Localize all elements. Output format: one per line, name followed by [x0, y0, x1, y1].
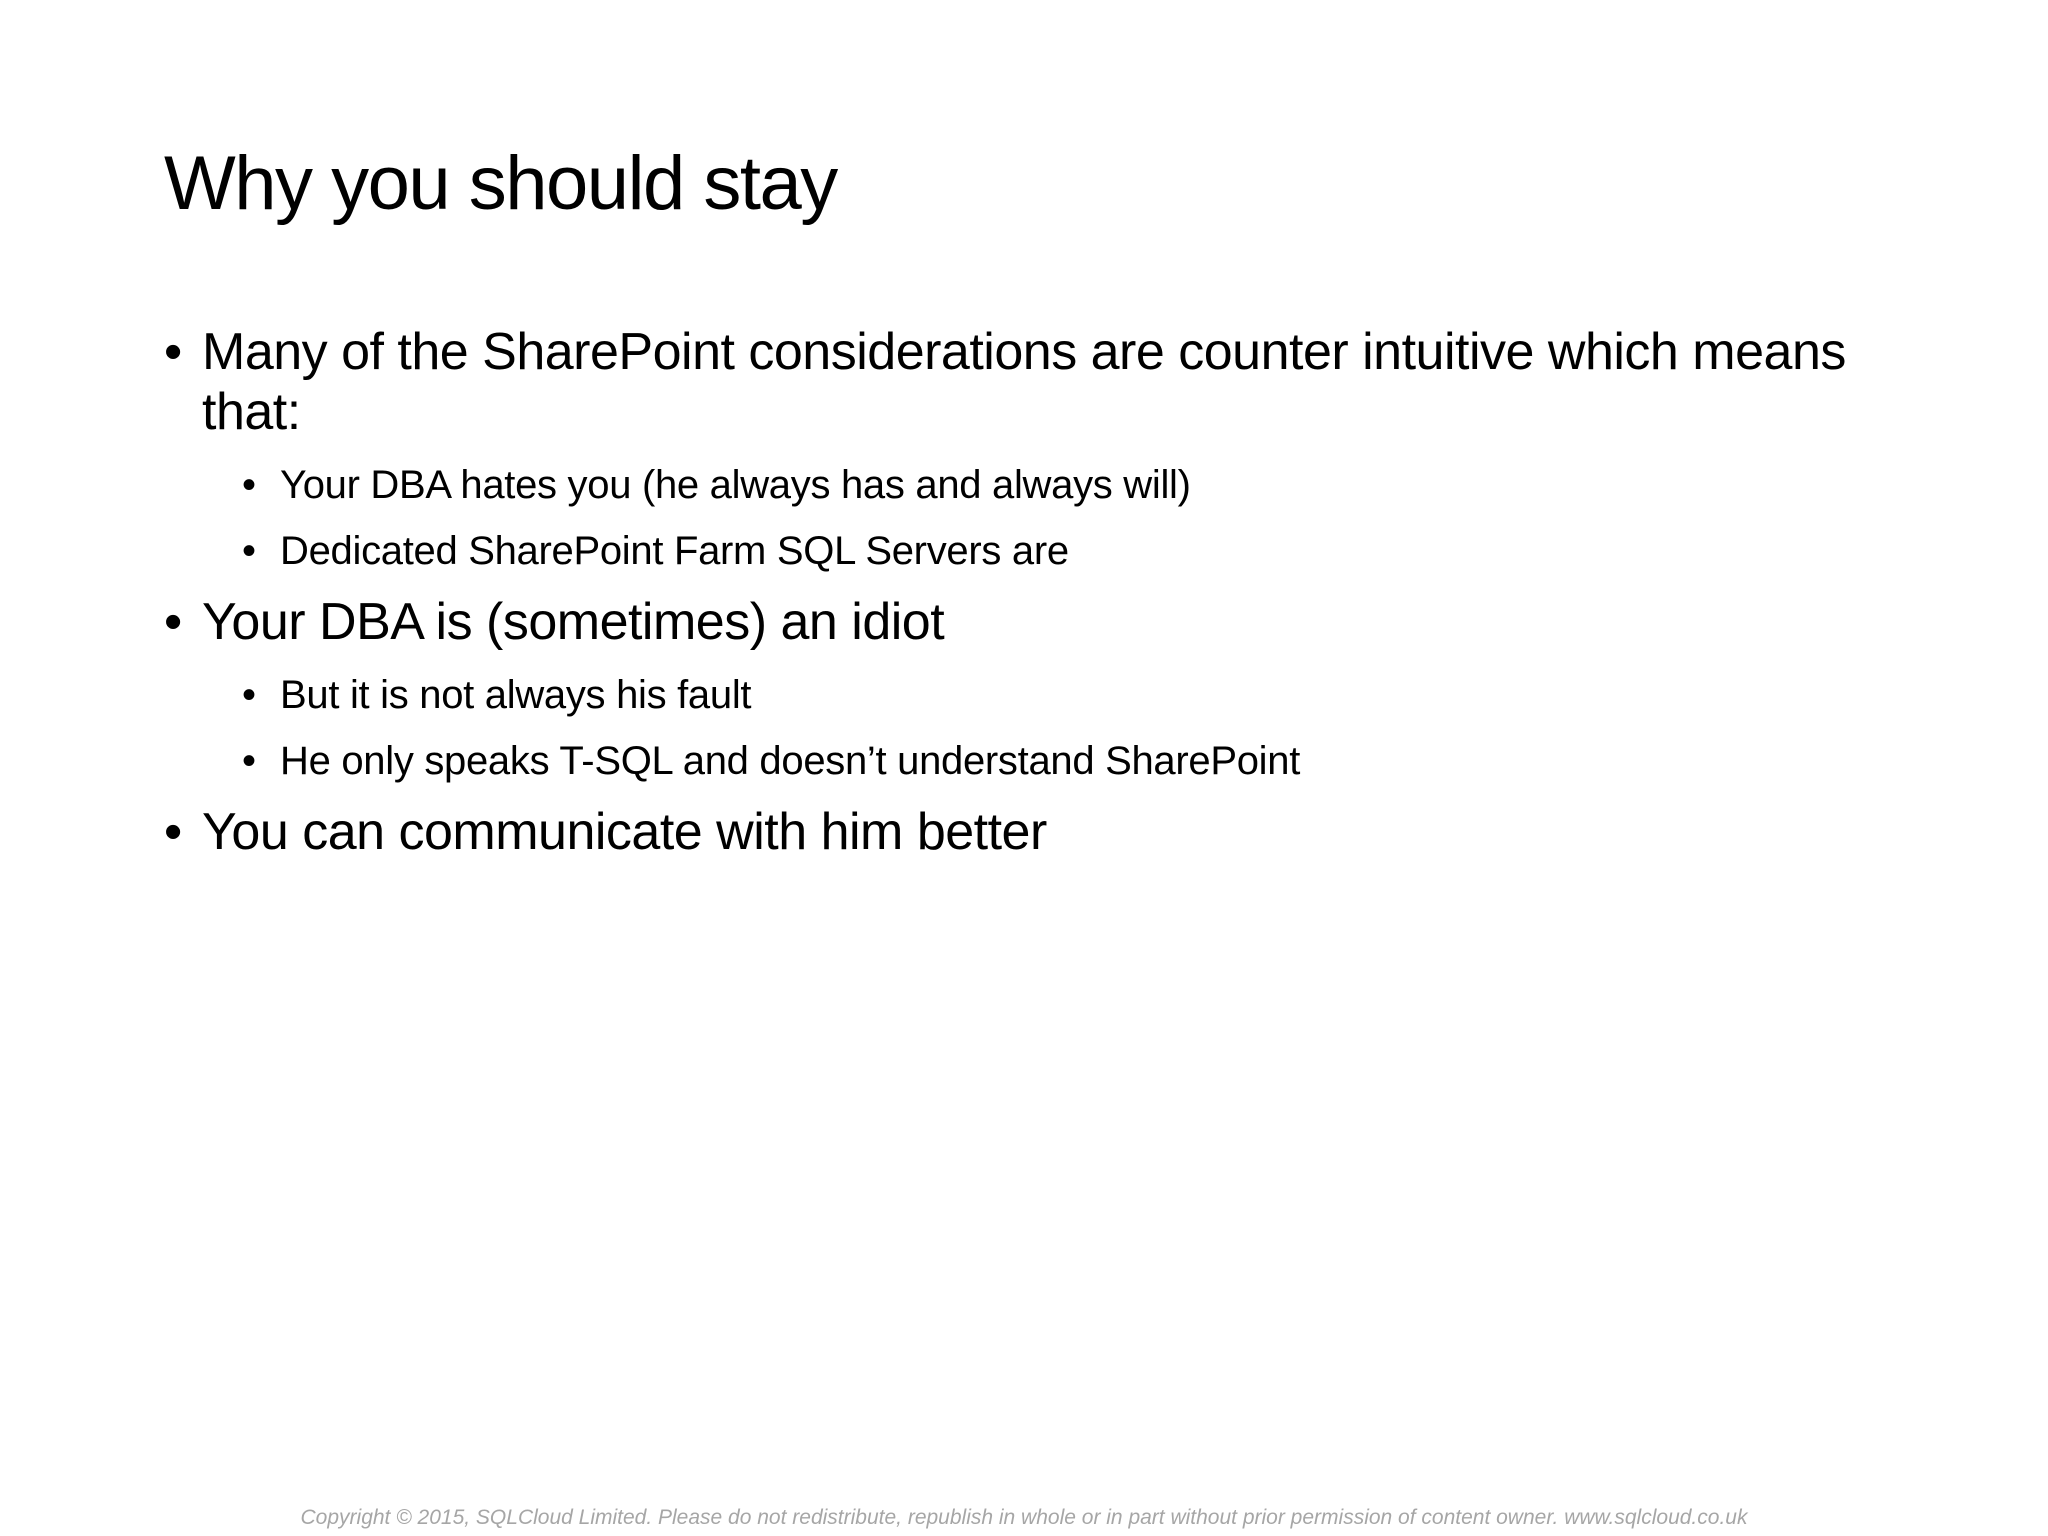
bullet-text: Your DBA is (sometimes) an idiot: [202, 593, 945, 651]
sub-bullet-item: [164, 526, 1924, 576]
bullet-list: [164, 322, 1924, 880]
sub-bullet-item: [164, 460, 1924, 510]
bullet-text: You can communicate with him better: [202, 803, 1047, 861]
bullet-item: [164, 802, 1924, 862]
sub-bullet-list: [164, 670, 1924, 786]
bullet-item: [164, 322, 1924, 442]
bullet-icon: •: [164, 593, 182, 651]
sub-bullet-item: [164, 670, 1924, 720]
sub-bullet-item: [164, 736, 1924, 786]
sub-bullet-text: Dedicated SharePoint Farm SQL Servers are: [280, 529, 1069, 573]
bullet-icon: •: [242, 673, 256, 717]
copyright-footer: Copyright © 2015, SQLCloud Limited. Please do not redistribute, republish in whole or in part without prior permission of content owner. www.sqlcloud.co.uk: [300, 1506, 1748, 1529]
bullet-icon: •: [164, 803, 182, 861]
bullet-text: Many of the SharePoint considerations are counter intuitive which means that:: [202, 323, 1846, 441]
sub-bullet-list: [164, 460, 1924, 576]
bullet-icon: •: [242, 739, 256, 783]
slide-title: Why you should stay: [164, 141, 837, 226]
sub-bullet-text: Your DBA hates you (he always has and always will): [280, 463, 1191, 507]
sub-bullet-text: He only speaks T-SQL and doesn’t understand SharePoint: [280, 739, 1301, 783]
sub-bullet-text: But it is not always his fault: [280, 673, 752, 717]
bullet-icon: •: [164, 323, 182, 381]
bullet-icon: •: [242, 529, 256, 573]
bullet-item: [164, 592, 1924, 652]
bullet-icon: •: [242, 463, 256, 507]
